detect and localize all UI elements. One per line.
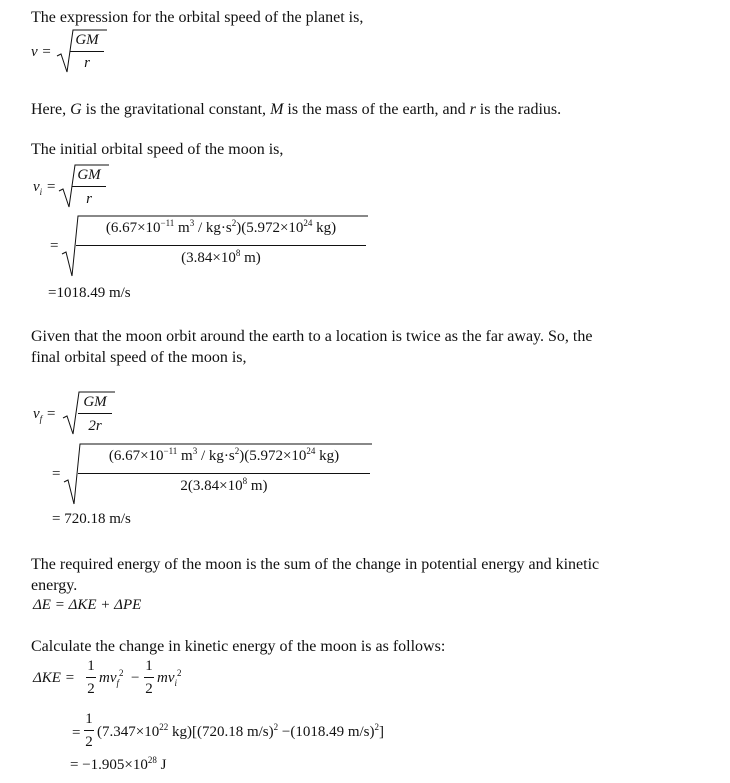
dke-substitution: ($7.347\times 10^{22}$ kg)[(720.18 m/s)$^2$ −(1018.49 m/s)$^2$] [97,722,384,740]
vi-symbol: $v_i$ = [33,179,57,197]
vf-substitution-denominator: $2(3.84\times 10^8$ m) [180,476,268,494]
fraction-bar [78,413,112,414]
term-mvf2: $mv_f^2$ [99,668,124,688]
fraction-bar [84,730,94,731]
half-numerator: 1 [85,711,93,727]
formula-numerator: GM [75,32,99,48]
half-numerator: 1 [145,658,153,674]
half-denominator: 2 [87,681,95,697]
vf-denominator: 2r [88,418,102,434]
initial-sentence: The initial orbital speed of the moon is, [31,141,284,158]
equals-sign: = [52,466,61,482]
minus-sign: − [131,670,140,686]
vi-denominator: r [86,191,92,207]
vi-numerator: GM [77,167,101,183]
vi-substitution-numerator: ($6.67\times 10^{-11}$ $m^3 / kg\cdot s^2)(5.972\times 10^{24}$ kg) [105,218,337,236]
half-denominator: 2 [85,734,93,750]
equals-sign: = [50,238,59,254]
dke-result: = $-1.905\times 10^{28}$ J [70,755,167,773]
vf-result: = 720.18 m/s [52,511,131,527]
fraction-bar [72,186,106,187]
fraction-bar [70,51,104,52]
term-mvi2: $mv_i^2$ [157,668,182,688]
fraction-bar [86,677,96,678]
energy-sentence-line1: The required energy of the moon is the sum of the change in potential energy and kinetic [31,556,600,573]
intro-sentence: The expression for the orbital speed of the planet is, [31,9,364,26]
fraction-bar [144,677,154,678]
vf-numerator: GM [83,394,107,410]
formula-denominator: r [84,55,90,71]
vf-substitution-numerator: ($6.67\times 10^{-11}$ $m^3 / kg\cdot s^2)(5.972\times 10^{24}$ kg) [108,446,340,464]
vf-symbol: $v_f$ = [33,406,57,424]
fraction-bar [78,473,370,474]
kinetic-sentence: Calculate the change in kinetic energy of the moon is as follows: [31,638,446,655]
half-numerator: 1 [87,658,95,674]
formula-lhs: v = [31,44,52,60]
vi-substitution-denominator: ($3.84\times 10^8$ m) [181,248,261,266]
definitions-sentence: Here, G is the gravitational constant, M is the mass of the earth, and r is the radius. [31,101,562,118]
fraction-bar [76,245,366,246]
half-denominator: 2 [145,681,153,697]
final-sentence-line2: final orbital speed of the moon is, [31,349,247,366]
final-sentence-line1: Given that the moon orbit around the earth to a location is twice as the far away. So, the [31,328,593,345]
vi-result: =1018.49 m/s [48,285,131,301]
energy-equation: ΔE = ΔKE + ΔPE [33,597,142,613]
equals-sign: = [72,725,81,741]
dke-lhs: ΔKE = [33,670,75,686]
energy-sentence-line2: energy. [31,577,78,594]
